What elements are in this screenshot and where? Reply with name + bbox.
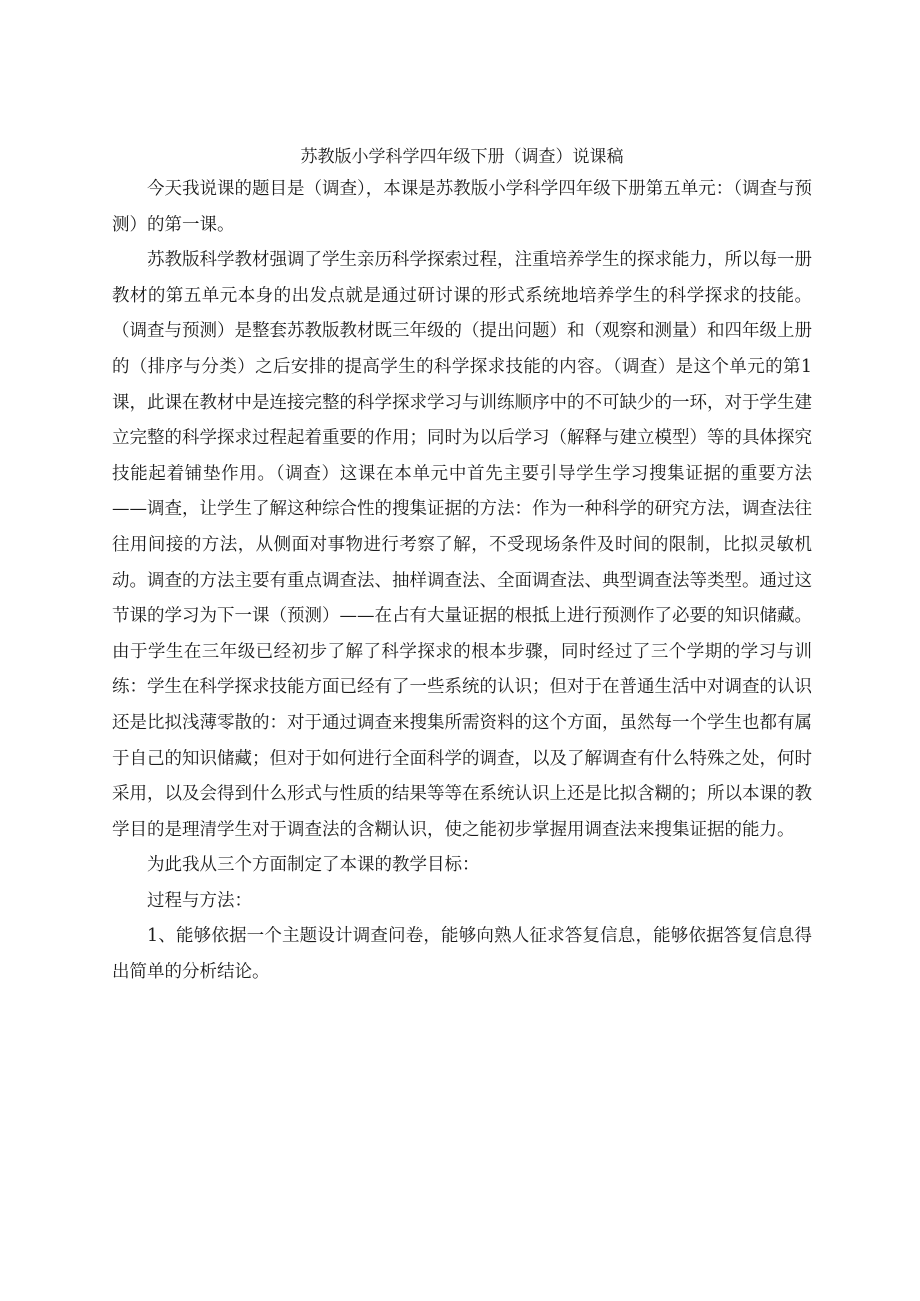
paragraph-intro: 今天我说课的题目是（调查），本课是苏教版小学科学四年级下册第五单元：（调查与预测）的第一课。 [112, 179, 812, 235]
paragraph-analysis: 苏教版科学教材强调了学生亲历科学探索过程，注重培养学生的探求能力，所以每一册教材的第五单元本身的出发点就是通过研讨课的形式系统地培养学生的科学探求的技能。（调查与预测）是整套苏教版教材既三年级的（提出问题）和（观察和测量）和四年级上册的（排序与分类）之后安排的提高学生的科学探求技能的内容。（调查）是这个单元的第1课，此课在教材中是连接完整的科学探求学习与训练顺序中的不可缺少的一环，对于学生建立完整的科学探求过程起着重要的作用；同时为以后学习（解释与建立模型）等的具体探究技能起着铺垫作用。（调查）这课在本单元中首先主要引导学生学习搜集证据的重要方法——调查，让学生了解这种综合性的搜集证据的方法：作为一种科学的研究方法，调查法往往用间接的方法，从侧面对事物进行考察了解，不受现场条件及时间的限制，比拟灵敏机动。调查的方法主要有重点调查法、抽样调查法、全面调查法、典型调查法等类型。通过这节课的学习为下一课（预测）——在占有大量证据的根抵上进行预测作了必要的知识储藏。由于学生在三年级已经初步了解了科学探求的根本步骤，同时经过了三个学期的学习与训练：学生在科学探求技能方面已经有了一些系统的认识；但对于在普通生活中对调查的认识还是比拟浅薄零散的：对于通过调查来搜集所需资料的这个方面，虽然每一个学生也都有属于自己的知识储藏；但对于如何进行全面科学的调查，以及了解调查有什么特殊之处，何时采用，以及会得到什么形式与性质的结果等等在系统认识上还是比拟含糊的；所以本课的教学目的是理清学生对于调查法的含糊认识，使之能初步掌握用调查法来搜集证据的能力。 [112, 250, 812, 840]
paragraph-objective-1: 1、能够依据一个主题设计调查问卷，能够向熟人征求答复信息，能够依据答复信息得出简单的分析结论。 [112, 926, 812, 983]
document-body [112, 142, 812, 991]
paragraph-objectives-intro: 为此我从三个方面制定了本课的教学目标： [147, 855, 480, 876]
paragraph-process-heading: 过程与方法： [147, 890, 252, 911]
document-title: 苏教版小学科学四年级下册（调查）说课稿 [300, 147, 624, 167]
